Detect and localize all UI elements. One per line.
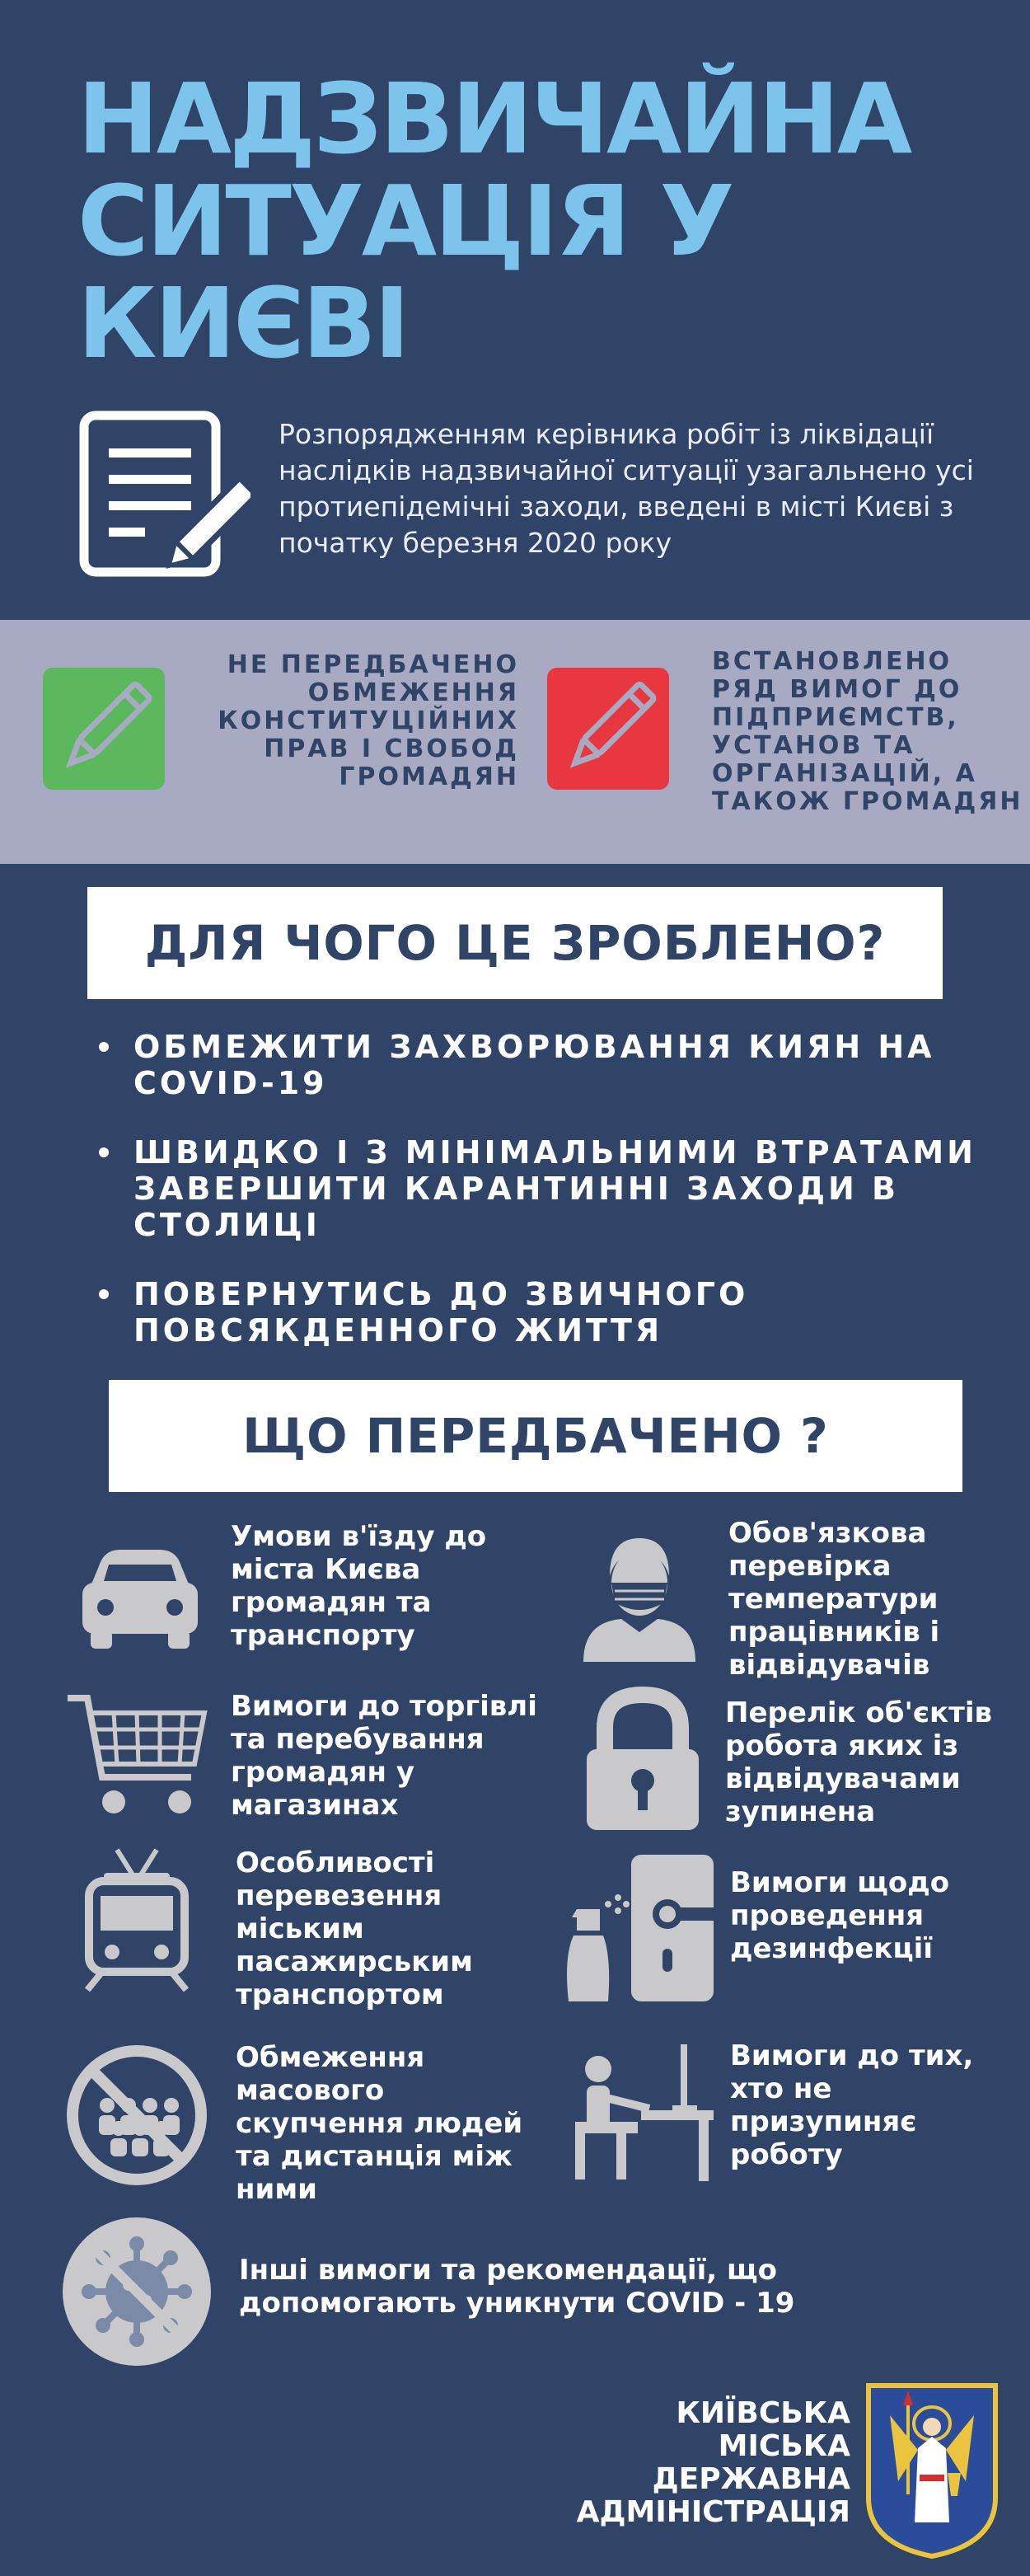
shopping-cart-icon xyxy=(63,1685,211,1833)
organization-name xyxy=(527,2397,850,2529)
no-virus-icon xyxy=(63,2217,211,2366)
highlight-requirements: ВСТАНОВЛЕНО РЯД ВИМОГ ДО ПІДПРИЄМСТВ, УСТАНОВ ТА ОРГАНІЗАЦІЙ, А ТАКОЖ ГРОМАДЯН xyxy=(712,647,1023,816)
why-list xyxy=(96,1029,986,1382)
pencil-icon xyxy=(547,668,669,790)
item-shopping-requirements: Вимоги до торгівлі та перебування громадян у магазинах xyxy=(231,1690,537,1822)
item-entry-conditions: Умови в'їзду до міста Києва громадян та транспорту xyxy=(231,1520,487,1652)
item-public-transport: Особливості перевезення міським пасажирським транспортом xyxy=(236,1846,473,2011)
what-heading: ЩО ПЕРЕДБАЧЕНО ? xyxy=(109,1380,962,1492)
org-line: АДМІНІСТРАЦІЯ xyxy=(576,2495,850,2529)
spray-door-icon xyxy=(560,1850,725,2006)
org-line: КИЇВСЬКА xyxy=(676,2396,850,2430)
padlock-icon xyxy=(569,1685,717,1833)
item-other-requirements: Інші вимоги та рекомендації, що допомогають уникнути COVID - 19 xyxy=(239,2254,795,2320)
item-working-requirements: Вимоги до тих, хто не призупиняє роботу xyxy=(730,2039,974,2171)
org-line: ДЕРЖАВНА xyxy=(652,2462,850,2496)
pencil-icon xyxy=(43,668,165,790)
masked-person-icon xyxy=(564,1517,712,1665)
item-temperature-check: Обов'язкова перевірка температури працівників і відвідувачів xyxy=(728,1517,940,1682)
intro-text: Розпорядженням керівника робіт із ліквідації наслідків надзвичайної ситуації узагальнено усі протиепідемічні заходи, введені в місті Києві з початку березня 2020 року xyxy=(279,418,974,559)
office-worker-icon xyxy=(567,2036,715,2184)
no-crowd-icon xyxy=(63,2041,211,2189)
why-heading: ДЛЯ ЧОГО ЦЕ ЗРОБЛЕНО? xyxy=(87,887,943,999)
trolleybus-icon xyxy=(63,1843,211,1992)
item-suspended-objects: Перелік об'єктів робота яких із відвідувачами зупинена xyxy=(725,1696,992,1828)
car-icon xyxy=(66,1517,214,1665)
org-line: МІСЬКА xyxy=(718,2429,850,2463)
page-title: НАДЗВИЧАЙНА СИТУАЦІЯ У КИЄВІ xyxy=(77,62,911,380)
highlight-no-restrictions: НЕ ПЕРЕДБАЧЕНО ОБМЕЖЕННЯ КОНСТИТУЦІЙНИХ ПРАВ І СВОБОД ГРОМАДЯН xyxy=(218,650,519,791)
list-item: ПОВЕРНУТИСЬ ДО ЗВИЧНОГО ПОВСЯКДЕННОГО ЖИТТЯ xyxy=(96,1276,986,1349)
document-pen-icon xyxy=(77,409,250,582)
list-item: ШВИДКО І З МІНІМАЛЬНИМИ ВТРАТАМИ ЗАВЕРШИТИ КАРАНТИННІ ЗАХОДИ В СТОЛИЦІ xyxy=(96,1134,986,1243)
item-disinfection: Вимоги щодо проведення дезинфекції xyxy=(730,1866,950,1965)
kyiv-coat-of-arms-icon xyxy=(865,2382,999,2560)
item-crowd-limits: Обмеження масового скупчення людей та дистанція між ними xyxy=(236,2041,523,2206)
list-item: ОБМЕЖИТИ ЗАХВОРЮВАННЯ КИЯН НА COVID-19 xyxy=(96,1029,986,1101)
